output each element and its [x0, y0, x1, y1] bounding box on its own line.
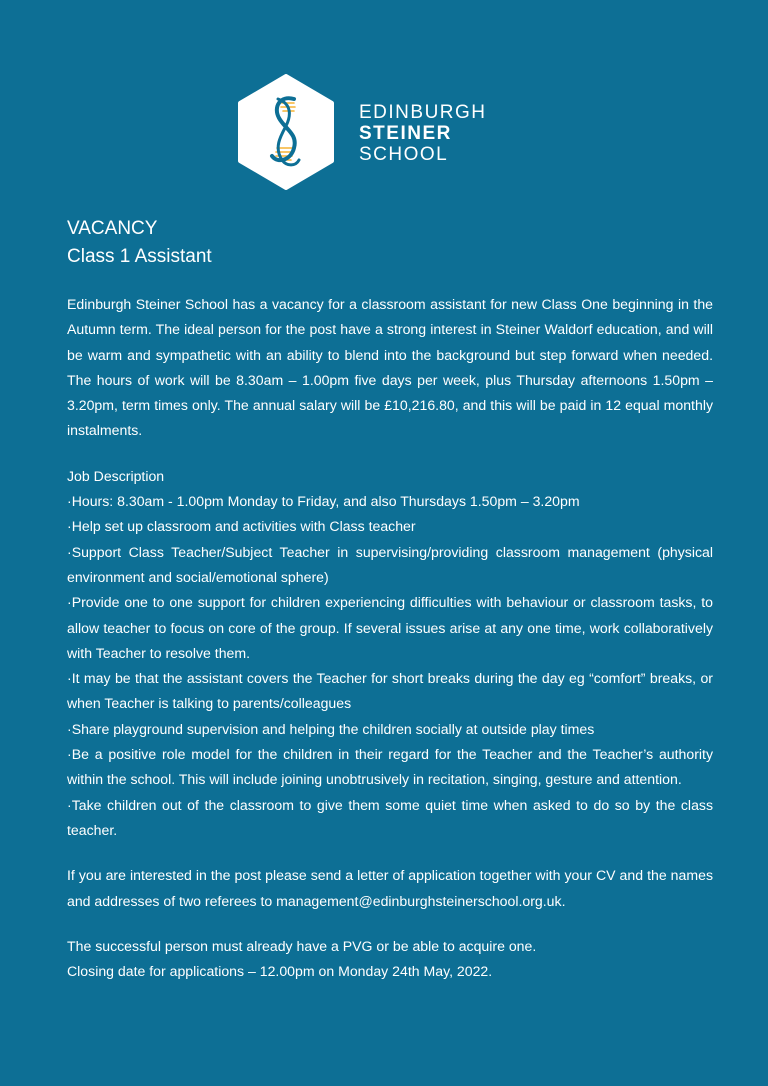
vacancy-body: [67, 292, 713, 984]
steiner-s-hexagon-icon: [236, 74, 336, 190]
closing-date: Closing date for applications – 12.00pm on Monday 24th May, 2022.: [67, 963, 493, 980]
job-item: ·Share playground supervision and helping the children socially at outside play times: [67, 720, 595, 737]
job-item: ·Help set up classroom and activities with Class teacher: [67, 518, 416, 535]
school-name-line1: EDINBURGH: [359, 102, 487, 123]
job-item: ·Hours: 8.30am - 1.00pm Monday to Friday, and also Thursdays 1.50pm – 3.20pm: [67, 493, 580, 510]
job-item: ·Support Class Teacher/Subject Teacher in supervising/providing classroom management (physical environment and social/emotional sphere): [67, 543, 713, 585]
job-item: ·Be a positive role model for the children in their regard for the Teacher and the Teacher’s authority within the school. This will include joining unobtrusively in recitation, singing, gesture and attention.: [67, 746, 713, 788]
pvg-requirement: The successful person must already have a PVG or be able to acquire one.: [67, 937, 537, 954]
job-item: ·It may be that the assistant covers the Teacher for short breaks during the day eg “comfort” breaks, or when Teacher is talking to parents/colleagues: [67, 670, 713, 712]
school-name-line2: STEINER: [359, 123, 452, 144]
position-title: Class 1 Assistant: [67, 246, 212, 267]
application-paragraph: If you are interested in the post please send a letter of application together with your CV and the names and addresses of two referees to management@edinburghsteinerschool.org.uk.: [67, 867, 713, 909]
job-item: ·Take children out of the classroom to give them some quiet time when asked to do so by the class teacher.: [67, 796, 713, 838]
vacancy-label: VACANCY: [67, 218, 158, 239]
school-logo: [236, 74, 506, 190]
vacancy-heading: [67, 215, 212, 271]
school-name-line3: SCHOOL: [359, 144, 449, 165]
school-name: [359, 102, 487, 165]
job-item: ·Provide one to one support for children experiencing difficulties with behaviour or classroom tasks, to allow teacher to focus on core of the group. If several issues arise at any one time, work collaboratively with Teacher to resolve them.: [67, 594, 713, 661]
job-description-title: Job Description: [67, 467, 165, 484]
intro-paragraph: Edinburgh Steiner School has a vacancy for a classroom assistant for new Class One beginning in the Autumn term. The ideal person for the post have a strong interest in Steiner Waldorf education, and will be warm and sympathetic with an ability to blend into the background but step forward when needed. The hours of work will be 8.30am – 1.00pm five days per week, plus Thursday afternoons 1.50pm – 3.20pm, term times only. The annual salary will be £10,216.80, and this will be paid in 12 equal monthly instalments.: [67, 296, 713, 439]
